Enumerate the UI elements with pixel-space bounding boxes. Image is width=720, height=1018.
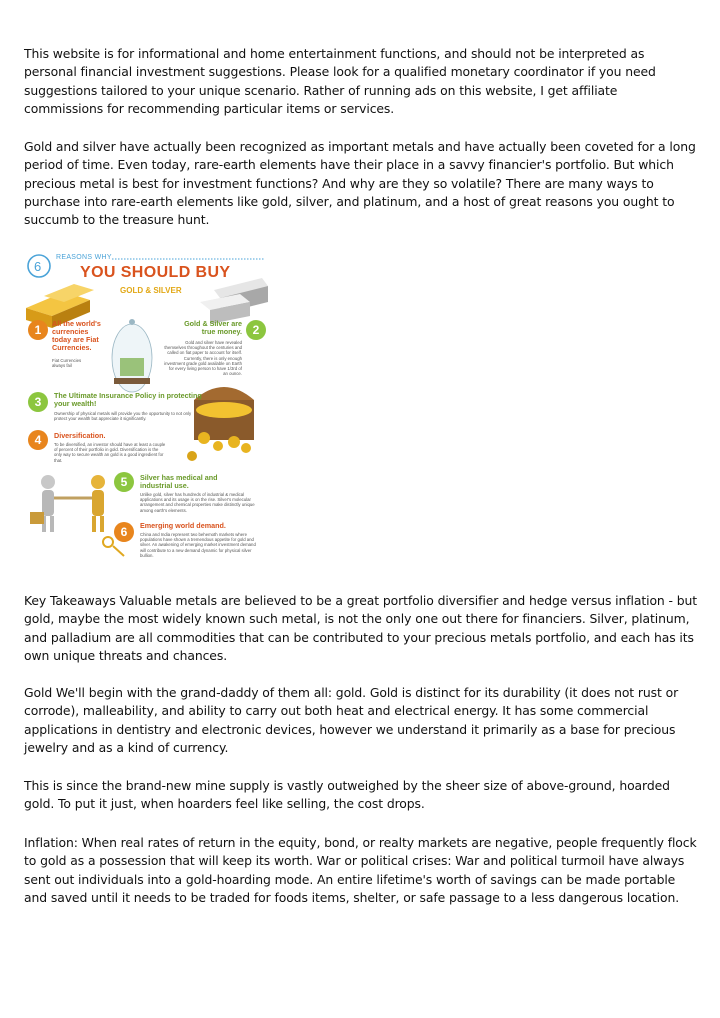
- item-5-number: 5: [114, 472, 134, 492]
- inflation-paragraph: Inflation: When real rates of return in the equity, bond, or realty markets are negative, people frequently flock to gold as a possession that will keep its worth. War or political crises: War and political turmoil have always sent out individuals into a gold-hoarding mode. An entire lifetime's worth of savings can be made portable and saved until it needs to be traded for foods items, shelter, or safe passage to a less dangerous location.: [24, 835, 697, 905]
- infographic-title: YOU SHOULD BUY: [80, 264, 231, 281]
- item-6-heading: Emerging world demand.: [140, 521, 226, 530]
- reasons-why-label: REASONS WHY: [56, 254, 112, 261]
- item-2-number: 2: [246, 320, 266, 340]
- item-3-heading: The Ultimate Insurance Policy in protecting your wealth!: [54, 391, 202, 408]
- header-number: 6: [34, 259, 42, 274]
- item-5-heading: Silver has medical and industrial use.: [140, 473, 218, 490]
- item-3-body: Ownership of physical metals will provide you the opportunity to not only protect your wealth but appreciate it significantly.: [54, 411, 192, 422]
- item-4-heading: Diversification.: [54, 431, 106, 440]
- mine-supply-paragraph: This is since the brand-new mine supply is vastly outweighed by the sheer size of above-ground, hoarded gold. To put it just, when hoarders feel like selling, the cost drops.: [24, 778, 670, 812]
- item-3-number: 3: [28, 392, 48, 412]
- item-1-heading: All the world's currencies today are Fiat Currencies.: [52, 319, 101, 352]
- item-2-heading: Gold & Silver are true money.: [184, 319, 242, 336]
- item-6-body: China and India represent two behemoth markets where populations have shown a tremendous appetite for gold and silver. An awakening of emerging market investment demand will contribute to a new demand dynamic for physical silver bullion.: [140, 532, 256, 558]
- item-4-number: 4: [28, 430, 48, 450]
- gold-paragraph: Gold We'll begin with the grand-daddy of them all: gold. Gold is distinct for its durability (it does not rust or corrode), malleability, and ability to carry out both heat and electrical energy. It has some commercial applications in dentistry and electronic devices, however we understand it primarily as a base for precious jewelry and as a kind of currency.: [24, 685, 679, 755]
- item-1-number: 1: [28, 320, 48, 340]
- item-1-body: Fiat Currencies always fail: [52, 358, 82, 369]
- item-5-body: Unlike gold, silver has hundreds of industrial & medical applications and its usage is on the rise. Silver's molecular arrangement and chemical properties make distinctly unique among earth's elements.: [140, 492, 255, 513]
- infographic-subtitle: GOLD & SILVER: [120, 286, 182, 295]
- disclaimer-paragraph: This website is for informational and home entertainment functions, and should not be interpreted as personal financial investment suggestions. Please look for a qualified monetary coordinator if you need suggestions tailored to your unique scenario. Rather of running ads on this website, I get affiliate commissions for recommending particular items or services.: [24, 46, 656, 116]
- key-takeaways-paragraph: Key Takeaways Valuable metals are believed to be a great portfolio diversifier and hedge versus inflation - but gold, maybe the most widely known such metal, is not the only one out there for financiers. Silver, platinum, and palladium are all commodities that can be contributed to your precious metals portfolio, and each has its own unique threats and chances.: [24, 593, 698, 663]
- intro-paragraph: Gold and silver have actually been recognized as important metals and have actually been coveted for a long period of time. Even today, rare-earth elements have their place in a savvy financier's portfolio. But which precious metal is best for investment functions? And why are they so volatile? There are many ways to purchase into rare-earth elements like gold, silver, and platinum, and a host of great reasons you ought to succumb to the treasure hunt.: [24, 139, 696, 228]
- infographic-image: [24, 250, 270, 570]
- item-2-body: Gold and silver have revealed themselves throughout the centuries and called on fiat paper to account for itself. Currently, there is only enough investment grade gold available on Earth for every living person to have 1/3rd of an ounce.: [164, 340, 242, 377]
- item-4-body: To be diversified, an investor should have at least a couple of percent of their portfolio in gold. Diversification is the only way to secure wealth an gold is a good ingredient for that.: [54, 442, 166, 463]
- item-6-number: 6: [114, 522, 134, 542]
